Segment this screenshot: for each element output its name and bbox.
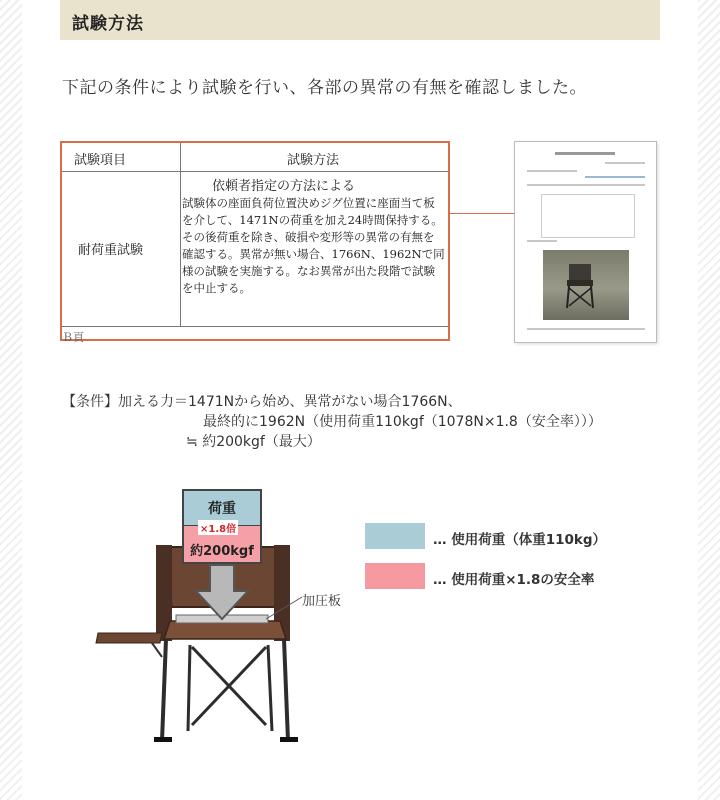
section-header [60,0,660,40]
report-line [605,162,645,164]
cut-off-text: Ｂ頁 [62,331,84,344]
table-divider [180,143,181,327]
intro-text: 下記の条件により試験を行い、各部の異常の有無を確認しました。 [62,78,587,98]
legend-swatch [365,563,425,589]
method-heading: 依頼者指定の方法による [212,179,356,194]
report-footer-line [527,328,645,330]
test-item-name: 耐荷重試験 [78,243,144,258]
header-test-method: 試験方法 [287,153,340,168]
test-method-table [60,141,450,344]
table-bottom-line [62,326,448,327]
method-description: 試験体の座面負荷位置決めジグ位置に座面当て板を介して、1471Nの荷重を加え24時間保持する。その後荷重を除き、破損や変形等の異常の有無を確認する。異常が無い場合、1766N、1962Nで同様の試験を実施する。なお異常が出た段階で試験を中止する。 [182,196,445,295]
legend-item-safety-factor [365,563,685,591]
legend-text: … 使用荷重（体重110kg） [433,532,607,548]
legend-swatch [365,523,425,549]
load-test-diagram [90,485,390,755]
report-table-box [541,194,635,238]
report-line [527,170,577,172]
legend-text: … 使用荷重×1.8の安全率 [433,572,595,588]
report-line [527,184,645,186]
left-stripe-border [0,0,22,800]
report-title-line [555,152,615,155]
load-value: 約200kgf [190,544,254,559]
report-line [527,240,557,242]
conditions-block [62,392,602,452]
plate-label: 加圧板 [302,594,342,609]
load-label: 荷重 [208,501,236,517]
right-stripe-border [698,0,720,800]
conditions-line-2: 最終的に1962N（使用荷重110kgf（1078N×1.8（安全率））） [203,414,602,430]
report-line [585,176,645,178]
conditions-line-3: ≒ 約200kgf（最大） [186,434,321,450]
chair-photo-icon [563,260,597,310]
load-multiplier: ×1.8倍 [198,520,238,535]
header-test-item: 試験項目 [74,153,127,168]
test-report-thumbnail [514,141,657,343]
section-title: 試験方法 [72,14,144,34]
legend-item-usage-load [365,523,685,551]
conditions-line-1: 【条件】加える力＝1471Nから始め、異常がない場合1766N、 [62,394,462,410]
